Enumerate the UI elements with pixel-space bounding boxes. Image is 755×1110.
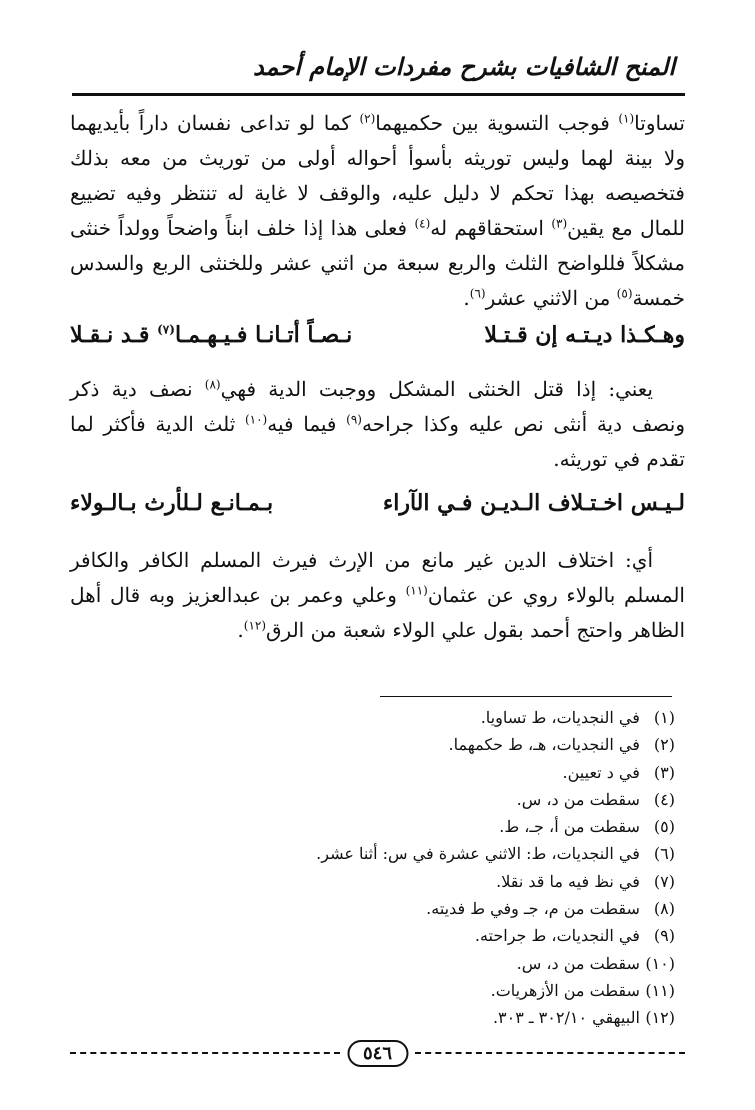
footnote-marker: (٢) — [359, 111, 376, 126]
footnote-number: (٣) — [653, 762, 675, 782]
footnote-text: سقطت من م، جـ وفي ط فديته. — [426, 899, 640, 919]
footnote-item — [115, 922, 675, 949]
footnote-marker: (٤) — [414, 216, 431, 231]
footnote-item — [115, 977, 675, 1004]
footnote-item — [115, 759, 675, 786]
footer-dashed-rule-left — [70, 1052, 340, 1054]
footnote-marker: (٦) — [469, 286, 486, 301]
footnote-number: (١) — [653, 708, 675, 727]
footnote-text: في النجديات، هـ، ط حكمهما. — [448, 735, 640, 755]
footnote-item — [115, 895, 675, 922]
footer-dashed-rule-right — [415, 1052, 685, 1054]
footnote-number: (١٢) — [645, 1008, 675, 1028]
footnote-item — [115, 868, 675, 895]
page-footer — [70, 1040, 685, 1070]
footnote-number: (٥) — [653, 817, 675, 837]
footnote-number: (٤) — [653, 789, 675, 809]
footnote-text: سقطت من د، س. — [516, 953, 640, 973]
footnote-text: في نظ فيه ما قد نقلا. — [496, 871, 640, 891]
footnote-number: (١١) — [645, 980, 675, 1000]
footnote-text: في د تعيين. — [562, 762, 640, 782]
running-title: المنح الشافيات بشرح مفردات الإمام أحمد — [252, 52, 675, 81]
footnote-number: (٧) — [653, 871, 675, 891]
footnote-item — [115, 813, 675, 840]
footnote-marker: (٧) — [157, 322, 175, 337]
verse-second-hemistich: نـصـاً أتـانـا فـيـهـمـا$^{(٧)}$ قـد نـقـلا — [70, 322, 353, 348]
verse-second-hemistich: بـمـانـع لـلأرث بـالـولاء — [70, 490, 274, 516]
verse-first-hemistich: لـيـس اخـتـلاف الـديـن فـي الآراء — [382, 490, 685, 516]
footnote-separator — [380, 696, 672, 697]
footnote-text: في النجديات، ط جراحته. — [474, 926, 640, 946]
footnote-text: سقطت من د، س. — [516, 789, 640, 809]
verse-line — [70, 490, 685, 516]
footnote-item — [115, 1004, 675, 1031]
footnote-number: (٦) — [653, 844, 675, 864]
verse-first-hemistich: وهـكـذا ديـتـه إن قـتـلا — [484, 322, 685, 348]
footnote-item — [115, 840, 675, 867]
footnote-text: سقطت من الأزهريات. — [490, 980, 640, 1000]
footnote-number: (٩) — [653, 926, 675, 946]
footnote-item — [115, 950, 675, 977]
footnote-marker: (١١) — [405, 583, 428, 598]
footnote-text: في النجديات، ط تساويا. — [480, 708, 640, 727]
header-rule — [72, 93, 685, 96]
footnote-marker: (١٢) — [243, 618, 267, 633]
page-number: ٥٤٦ — [347, 1040, 408, 1067]
footnote-text: سقطت من أ، جـ، ط. — [499, 817, 640, 837]
footnote-marker: (٩) — [346, 412, 362, 427]
footnotes-list — [115, 704, 675, 1032]
footnote-marker: (١٠) — [244, 412, 268, 427]
footnote-item — [115, 704, 675, 731]
footnote-marker: (٣) — [551, 216, 568, 231]
footnote-number: (١٠) — [645, 953, 675, 973]
footnote-marker: (١) — [618, 111, 635, 126]
intro-paragraph: تساوتا$^{(١)}$ فوجب التسوية بين حكميهما$^{(٢)}$ كما لو تداعى نفسان داراً بأيديهما ولا بينة لهما وليس توريثه بأسوأ أحواله أولى من توريث من معه بذلك فتخصيصه بهذا تحكم لا دليل عليه، والوقف لا غاية له تنتظر وفيه تضييع للمال مع يقين$^{(٣)}$ استحقاقهم له$^{(٤)}$ فعلى هذا إذا خلف ابناً واضحاً وولداً خنثى مشكلاً فللواضح الثلث والربع سبعة من اثني عشر وللخنثى الربع والسدس خمسة$^{(٥)}$ من الاثني عشر$^{(٦)}$. — [70, 111, 685, 310]
footnote-item — [115, 731, 675, 758]
footnote-text: في النجديات، ط: الاثني عشرة في س: أثنا عشر. — [316, 844, 640, 864]
footnote-item — [115, 786, 675, 813]
footnote-text: البيهقي ٣٠٢/١٠ ـ ٣٠٣. — [492, 1008, 640, 1028]
gloss-paragraph: أي: اختلاف الدين غير مانع من الإرث فيرث المسلم الكافر والكافر المسلم بالولاء روي عن عثمان$^{(١١)}$ وعلي وعمر بن عبدالعزيز وبه قال أهل الظاهر واحتج أحمد بقول علي الولاء شعبة من الرق$^{(١٢)}$. — [70, 548, 685, 642]
footnote-marker: (٥) — [616, 286, 633, 301]
footnote-number: (٢) — [653, 735, 675, 755]
footnote-marker: (٨) — [204, 377, 221, 392]
gloss-paragraph: يعني: إذا قتل الخنثى المشكل ووجبت الدية فهي$^{(٨)}$ نصف دية ذكر ونصف دية أنثى نص عليه وكذا جراحه$^{(٩)}$ فيما فيه$^{(١٠)}$ ثلث الدية فأكثر لما تقدم في توريثه. — [70, 377, 685, 471]
verse-line — [70, 322, 685, 348]
footnote-number: (٨) — [653, 899, 675, 919]
